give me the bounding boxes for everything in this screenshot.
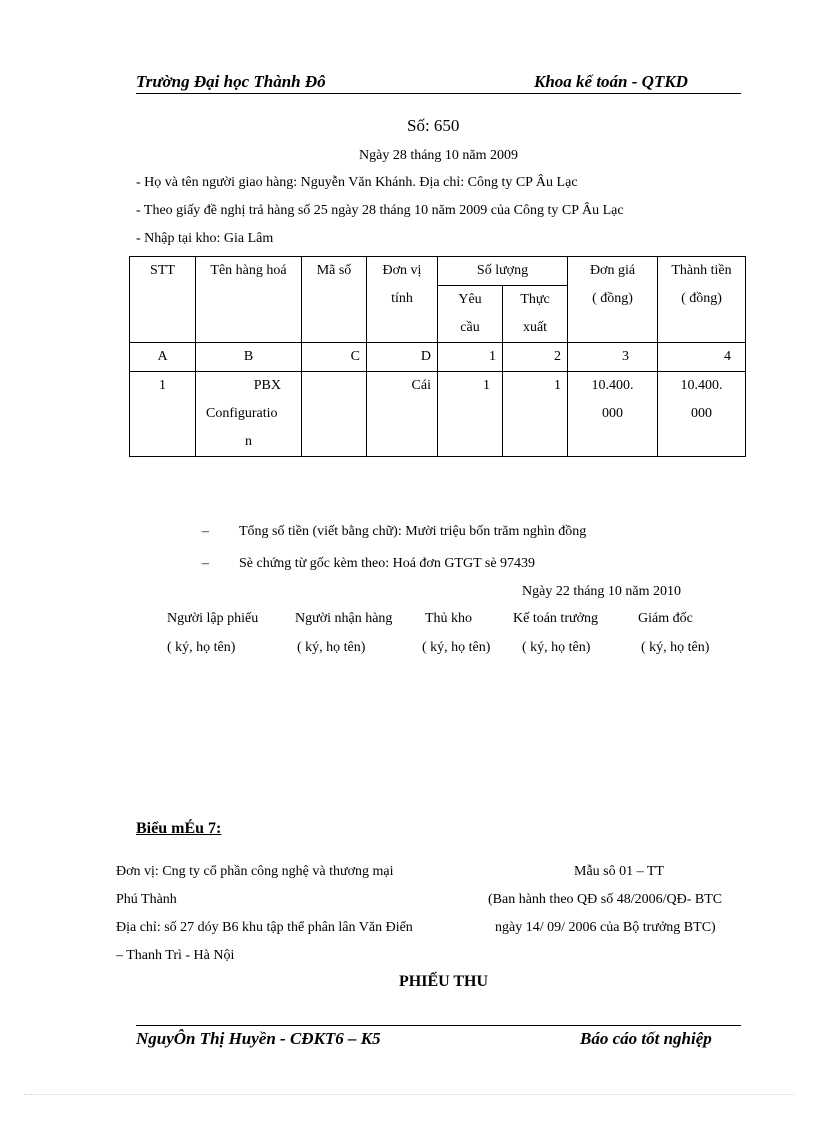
total-in-words: Tổng số tiền (viết bằng chữ): Mười triệu bốn trăm nghìn đồng [239, 524, 587, 539]
doc-date: Ngày 28 tháng 10 năm 2009 [359, 148, 519, 163]
signature-role: Giám đốc [638, 611, 693, 626]
col-header-actual-line2: xuất [522, 320, 548, 335]
row-name-line2: Configuratio [206, 406, 278, 421]
table-row [130, 372, 746, 457]
page-edge-dotted-line [24, 1094, 794, 1095]
form7-form-number: Mẫu sô 01 – TT [574, 864, 664, 879]
col-header-unit-line1: Đơn vị [382, 263, 422, 278]
row-code [302, 372, 367, 457]
col-header-total-line2: ( đồng) [681, 291, 722, 306]
letter-cell: 2 [503, 343, 568, 372]
signature-note: ( ký, họ tên) [522, 640, 591, 655]
form7-decision-line1: (Ban hành theo QĐ số 48/2006/QĐ- BTC [488, 892, 723, 907]
col-header-unit [367, 257, 438, 343]
signature-note: ( ký, họ tên) [422, 640, 491, 655]
col-header-unit-line2: tính [391, 291, 413, 306]
letter-cell: D [367, 343, 438, 372]
letter-cell: 4 [658, 343, 746, 372]
row-price-line2: 000 [602, 406, 623, 421]
row-name [196, 372, 302, 457]
col-header-requested-line1: Yêu [458, 292, 482, 307]
letter-cell: 3 [568, 343, 658, 372]
col-header-price-line2: ( đồng) [592, 291, 633, 306]
dash-bullet: – [202, 524, 209, 539]
attached-documents: Sè chứng từ gốc kèm theo: Hoá đơn GTGT sè 97439 [239, 556, 536, 571]
deliverer-line: - Họ và tên người giao hàng: Nguyễn Văn Khánh. Địa chỉ: Công ty CP Âu Lạc [136, 175, 578, 190]
signature-role: Kế toán trưởng [513, 611, 598, 626]
signature-role: Người nhận hàng [295, 611, 393, 626]
row-requested: 1 [438, 372, 503, 457]
col-header-stt: STT [130, 257, 196, 343]
dash-bullet: – [202, 556, 209, 571]
header-school: Trường Đại học Thành Đô [136, 72, 326, 91]
receipt-heading: PHIẾU THU [399, 973, 489, 990]
row-unit: Cái [367, 372, 438, 457]
row-name-line1: PBX [253, 378, 281, 393]
row-stt: 1 [130, 372, 196, 457]
signature-role: Thủ kho [425, 611, 473, 626]
signature-note: ( ký, họ tên) [641, 640, 710, 655]
row-price-line1: 10.400. [591, 378, 634, 393]
col-header-code: Mã số [302, 257, 367, 343]
col-header-actual [503, 286, 568, 343]
form7-address-line2: – Thanh Trì - Hà Nội [116, 948, 235, 963]
form7-unit-line1: Đơn vị: Cng ty cổ phần công nghệ và thương mại [116, 864, 394, 879]
footer-author: NguyÔn Thị Huyền - CĐKT6 – K5 [136, 1029, 381, 1048]
col-header-total-line1: Thành tiền [671, 263, 732, 278]
letter-cell: C [302, 343, 367, 372]
doc-number: Số: 650 [407, 116, 460, 135]
signature-role: Người lập phiếu [167, 611, 259, 626]
footer-rule [136, 1025, 741, 1026]
col-header-requested-line2: cầu [460, 320, 480, 335]
form7-unit-line2: Phú Thành [116, 892, 177, 907]
letter-cell: A [130, 343, 196, 372]
col-header-requested [438, 286, 503, 343]
header-faculty: Khoa kế toán - QTKD [534, 72, 688, 91]
row-total-line1: 10.400. [680, 378, 723, 393]
footer-report: Báo cáo tốt nghiệp [580, 1029, 712, 1048]
col-header-actual-line1: Thực [520, 292, 550, 307]
sign-date: Ngày 22 tháng 10 năm 2010 [522, 584, 682, 599]
letter-cell: 1 [438, 343, 503, 372]
row-total-line2: 000 [691, 406, 712, 421]
goods-table [129, 256, 746, 457]
col-header-name: Tên hàng hoá [196, 257, 302, 343]
col-header-total [658, 257, 746, 343]
letter-row [130, 343, 746, 372]
row-total [658, 372, 746, 457]
form7-decision-line2: ngày 14/ 09/ 2006 của Bộ trưởng BTC) [495, 920, 716, 935]
row-actual: 1 [503, 372, 568, 457]
col-header-price-line1: Đơn giá [589, 263, 636, 278]
form7-address-line1: Địa chỉ: số 27 dóy B6 khu tập thể phân lân Văn Điển [116, 920, 413, 935]
row-price [568, 372, 658, 457]
col-header-price [568, 257, 658, 343]
warehouse-line: - Nhập tại kho: Gia Lâm [136, 231, 274, 246]
header-rule [136, 93, 741, 94]
form7-title: Biểu mÉu 7: [136, 820, 222, 837]
col-header-quantity: Số lượng [438, 257, 568, 286]
row-name-line3: n [245, 434, 252, 449]
signature-note: ( ký, họ tên) [297, 640, 366, 655]
signature-note: ( ký, họ tên) [167, 640, 236, 655]
letter-cell: B [196, 343, 302, 372]
request-line: - Theo giấy đề nghị trả hàng số 25 ngày 28 tháng 10 năm 2009 của Công ty CP Âu Lạc [136, 203, 624, 218]
